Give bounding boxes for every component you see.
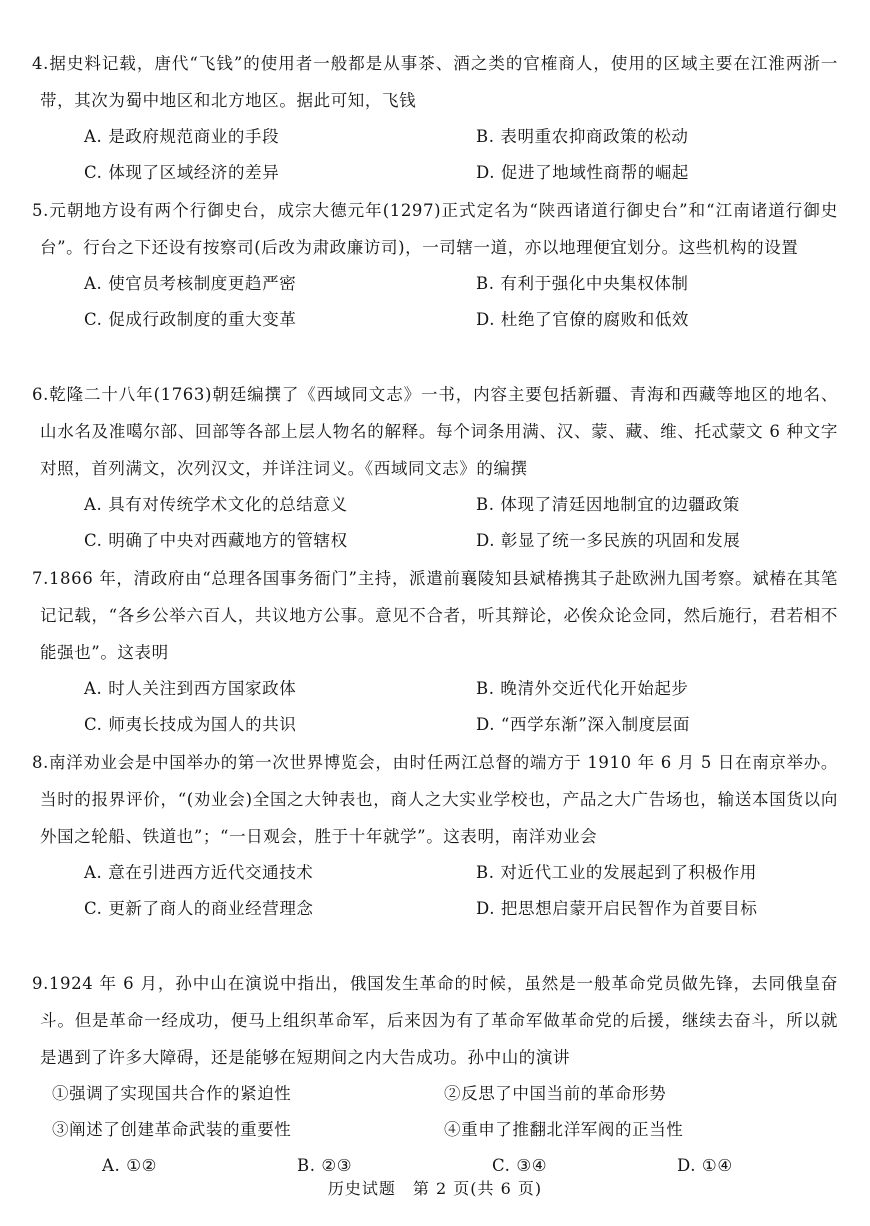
statement-3: ③阐述了创建革命武装的重要性: [52, 1120, 292, 1139]
option-d[interactable]: D. ①④: [677, 1156, 733, 1175]
option-d[interactable]: D. 杜绝了官僚的腐败和低效: [476, 310, 690, 329]
question-number: 8.: [32, 753, 49, 772]
option-d[interactable]: D. 彰显了统一多民族的巩固和发展: [476, 531, 741, 550]
question-stem: [32, 560, 838, 671]
answer-options: [84, 119, 838, 191]
statement-1: ①强调了实现国共合作的紧迫性: [52, 1084, 292, 1103]
option-b[interactable]: B. 体现了清廷因地制宜的边疆政策: [476, 495, 740, 514]
question-text: 据史料记载，唐代“飞钱”的使用者一般都是从事茶、酒之类的官榷商人，使用的区域主要在江淮两浙一带，其次为蜀中地区和北方地区。据此可知，飞钱: [40, 54, 838, 110]
option-a[interactable]: A. 是政府规范商业的手段: [84, 127, 280, 146]
question-stem: [32, 192, 838, 266]
option-d[interactable]: D. 把思想启蒙开启民智作为首要目标: [476, 899, 758, 918]
answer-options: [84, 266, 838, 338]
question-stem: [32, 965, 838, 1076]
statement-list: [52, 1076, 838, 1148]
option-b[interactable]: B. 晚清外交近代化开始起步: [476, 679, 689, 698]
option-a[interactable]: A. ①②: [102, 1156, 157, 1175]
question-number: 7.: [32, 569, 49, 588]
option-d[interactable]: D. 促进了地域性商帮的崛起: [476, 163, 690, 182]
option-b[interactable]: B. 表明重农抑商政策的松动: [476, 127, 689, 146]
question-text: 1866 年，清政府由“总理各国事务衙门”主持，派遣前襄陵知县斌椿携其子赴欧洲九国考察。斌椿在其笔记记载，“各乡公举六百人，共议地方公事。意见不合者，听其辩论，必俟众论佥同，然后施行，君若相不能强也”。这表明: [40, 569, 838, 662]
statement-4: ④重申了推翻北洋军阀的正当性: [444, 1120, 684, 1139]
question-stem: [32, 744, 838, 855]
option-a[interactable]: A. 使官员考核制度更趋严密: [84, 274, 297, 293]
question-9: [32, 965, 838, 1184]
question-text: 南洋劝业会是中国举办的第一次世界博览会，由时任两江总督的端方于 1910 年 6 月 5 日在南京举办。当时的报界评价，“(劝业会)全国之大钟表也，商人之大实业学校也，产品之大广告场也，输送本国货以向外国之轮船、铁道也”；“一日观会，胜于十年就学”。这表明，南洋劝业会: [40, 753, 838, 846]
question-7: [32, 560, 838, 743]
option-a[interactable]: A. 意在引进西方近代交通技术: [84, 863, 314, 882]
question-text: 元朝地方设有两个行御史台，成宗大德元年(1297)正式定名为“陕西诸道行御史台”和“江南诸道行御史台”。行台之下还设有按察司(后改为肃政廉访司)，一司辖一道，亦以地理便宜划分。这些机构的设置: [40, 201, 838, 257]
question-number: 6.: [32, 385, 49, 404]
answer-options: [84, 671, 838, 743]
question-8: [32, 744, 838, 927]
answer-options: [84, 487, 838, 559]
option-b[interactable]: B. 有利于强化中央集权体制: [476, 274, 689, 293]
question-number: 4.: [32, 54, 49, 73]
option-c[interactable]: C. 师夷长技成为国人的共识: [84, 715, 297, 734]
question-stem: [32, 45, 838, 119]
option-c[interactable]: C. 体现了区域经济的差异: [84, 163, 280, 182]
option-a[interactable]: A. 时人关注到西方国家政体: [84, 679, 297, 698]
question-text: 乾隆二十八年(1763)朝廷编撰了《西域同文志》一书，内容主要包括新疆、青海和西藏等地区的地名、山水名及准噶尔部、回部等各部上层人物名的解释。每个词条用满、汉、蒙、藏、维、托忒蒙文 6 种文字对照，首列满文，次列汉文，并详注词义。《西域同文志》的编撰: [40, 385, 838, 478]
option-a[interactable]: A. 具有对传统学术文化的总结意义: [84, 495, 348, 514]
question-number: 5.: [32, 201, 49, 220]
question-5: [32, 192, 838, 338]
option-c[interactable]: C. 促成行政制度的重大变革: [84, 310, 297, 329]
option-c[interactable]: C. ③④: [492, 1156, 548, 1175]
page-footer: 历史试题 第 2 页(共 6 页): [327, 1179, 543, 1198]
option-b[interactable]: B. 对近代工业的发展起到了积极作用: [476, 863, 757, 882]
question-6: [32, 376, 838, 559]
question-number: 9.: [32, 974, 49, 993]
question-4: [32, 45, 838, 191]
option-d[interactable]: D. “西学东渐”深入制度层面: [476, 715, 691, 734]
question-stem: [32, 376, 838, 487]
option-b[interactable]: B. ②③: [297, 1156, 353, 1175]
question-text: 1924 年 6 月，孙中山在演说中指出，俄国发生革命的时候，虽然是一般革命党员做先锋，去同俄皇奋斗。但是革命一经成功，便马上组织革命军，后来因为有了革命军做革命党的后援，继续去奋斗，所以就是遇到了许多大障碍，还是能够在短期间之内大告成功。孙中山的演讲: [40, 974, 838, 1067]
option-c[interactable]: C. 更新了商人的商业经营理念: [84, 899, 314, 918]
option-c[interactable]: C. 明确了中央对西藏地方的管辖权: [84, 531, 348, 550]
statement-2: ②反思了中国当前的革命形势: [444, 1084, 667, 1103]
answer-options: [84, 855, 838, 927]
